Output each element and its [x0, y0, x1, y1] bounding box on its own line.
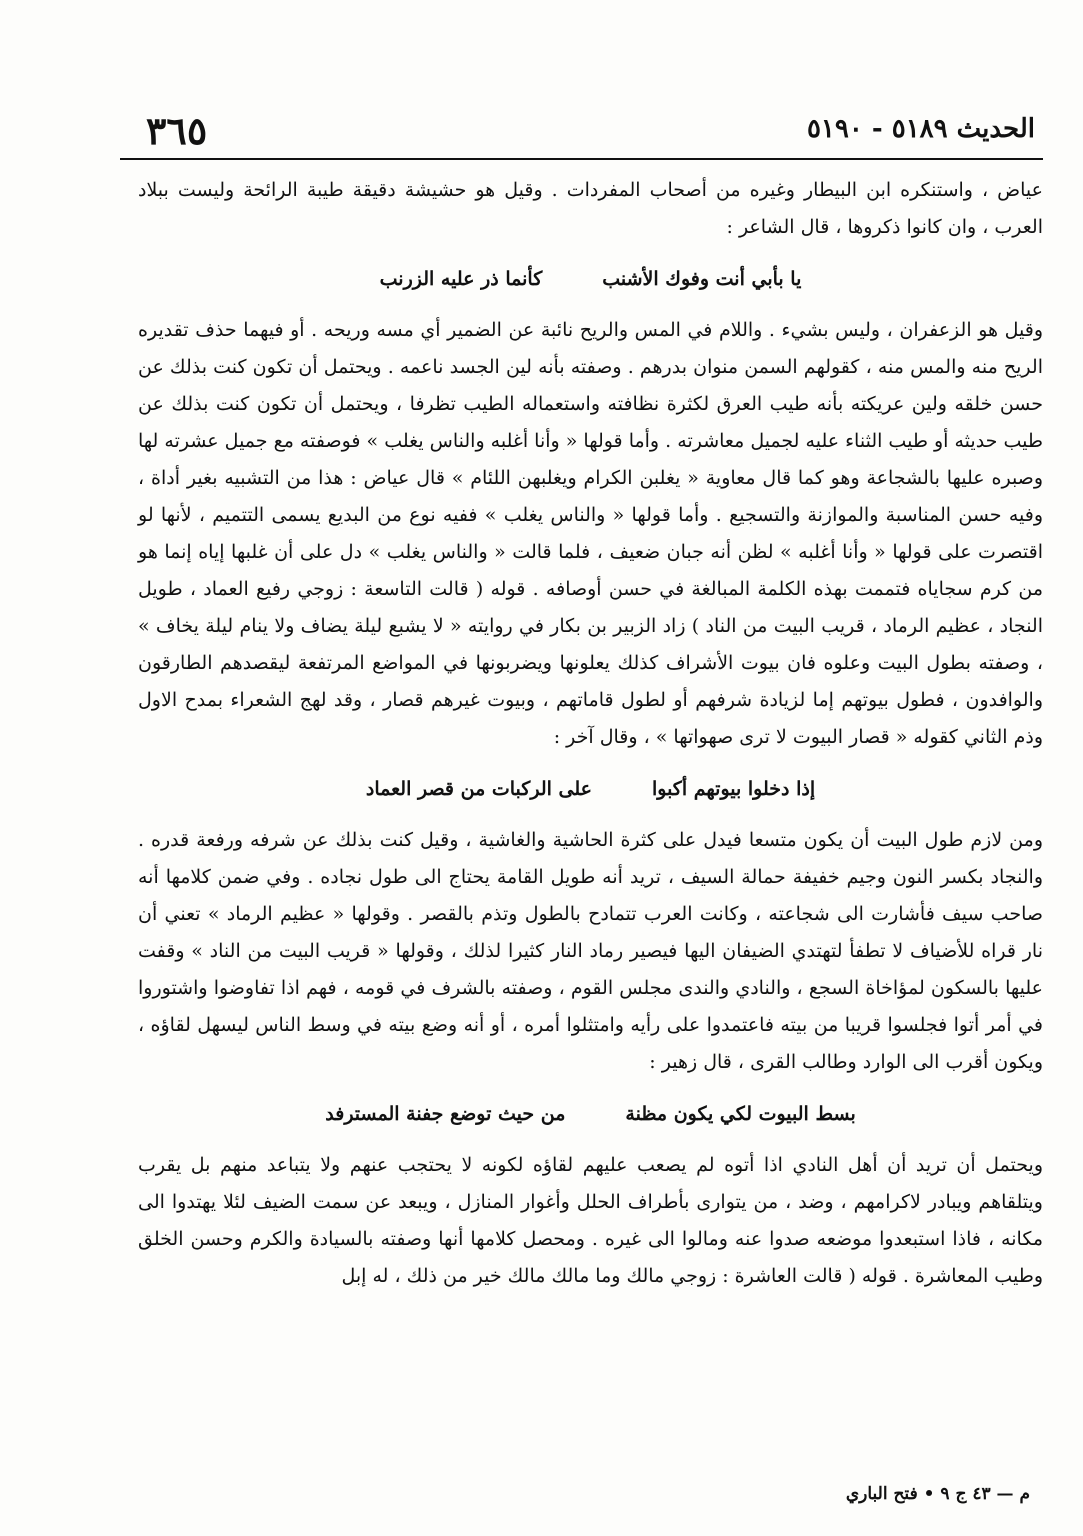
verse-3 — [138, 1081, 1043, 1147]
paragraph-4: ويحتمل أن تريد أن أهل النادي اذا أتوه لم يصعب عليهم لقاؤه لكونه لا يحتجب عنهم ولا يتباعد منهم بل يقرب ويتلقاهم ويبادر لاكرامهم ، وضد ، من يتوارى بأطراف الحلل وأغوار المنازل ، ويبعد عن سمت الضيف لئلا يهتدوا الى مكانه ، فاذا استبعدوا موضعه صدوا عنه ومالوا الى غيره . ومحصل كلامها أنها وصفته بالسيادة والكرم وحسن الخلق وطيب المعاشرة . قوله ( قالت العاشرة : زوجي مالك وما مالك مالك خير من ذلك ، له إبل — [138, 1154, 1043, 1287]
verse-1-first-hemistich: يا بأبي أنت وفوك الأشنب — [602, 268, 802, 290]
main-text — [138, 172, 1043, 1295]
verse-3-second-hemistich: من حيث توضع جفنة المسترفد — [325, 1103, 566, 1125]
verse-3-first-hemistich: بسط البيوت لكي يكون مظنة — [625, 1103, 856, 1125]
running-header — [120, 108, 1043, 164]
header-title: الحديث ٥١٨٩ - ٥١٩٠ — [806, 114, 1035, 144]
verse-2-first-hemistich: إذا دخلوا بيوتهم أكبوا — [651, 778, 816, 800]
verse-1 — [138, 246, 1043, 312]
page-number: ٣٦٥ — [146, 108, 208, 153]
footer-signature: م — ٤٣ ج ٩ • فتح الباري — [845, 1484, 1030, 1504]
paragraph-1: عياض ، واستنكره ابن البيطار وغيره من أصحاب المفردات . وقيل هو حشيشة دقيقة طيبة الرائحة وليست ببلاد العرب ، وان كانوا ذكروها ، قال الشاعر : — [138, 179, 1043, 238]
paragraph-2: وقيل هو الزعفران ، وليس بشيء . واللام في المس والريح نائبة عن الضمير أي مسه وريحه . أو فيهما حذف تقديره الريح منه والمس منه ، كقولهم السمن منوان بدرهم . وصفته بأنه لين الجسد ناعمه . ويحتمل أن تكون كنت بذلك عن حسن خلقه ولين عريكته بأنه طيب العرق لكثرة نظافته واستعماله الطيب تظرفا ، ويحتمل أن تكون كنت بذلك عن طيب حديثه أو طيب الثناء عليه لجميل معاشرته . وأما قولها « وأنا أغلبه والناس يغلب » فوصفته مع جميل عشرته لها وصبره عليها بالشجاعة وهو كما قال معاوية « يغلبن الكرام ويغلبهن اللئام » قال عياض : هذا من التشبيه بغير أداة ، وفيه حسن المناسبة والموازنة والتسجيع . وأما قولها « والناس يغلب » ففيه نوع من البديع يسمى التتميم ، لأنها لو اقتصرت على قولها « وأنا أغلبه » لظن أنه جبان ضعيف ، فلما قالت « والناس يغلب » دل على أن غلبها إياه إنما هو من كرم سجاياه فتممت بهذه الكلمة المبالغة في حسن أوصافه . قوله ( قالت التاسعة : زوجي رفيع العماد ، طويل النجاد ، عظيم الرماد ، قريب البيت من الناد ) زاد الزبير بن بكار في روايته « لا يشبع ليلة يضاف ولا ينام ليلة يخاف » ، وصفته بطول البيت وعلوه فان بيوت الأشراف كذلك يعلونها ويضربونها في المواضع المرتفعة ليقصدهم الطارقون والوافدون ، فطول بيوتهم إما لزيادة شرفهم أو لطول قاماتهم ، وبيوت غيرهم قصار ، وقد لهج الشعراء بمدح الاول وذم الثاني كقوله « قصار البيوت لا ترى صهواتها » ، وقال آخر : — [138, 319, 1043, 748]
verse-1-second-hemistich: كأنما ذر عليه الزرنب — [379, 268, 543, 290]
verse-2 — [138, 756, 1043, 822]
verse-2-second-hemistich: على الركبات من قصر العماد — [365, 778, 592, 800]
paragraph-3: ومن لازم طول البيت أن يكون متسعا فيدل على كثرة الحاشية والغاشية ، وقيل كنت بذلك عن شرفه ورفعة قدره . والنجاد بكسر النون وجيم خفيفة حمالة السيف ، تريد أنه طويل القامة يحتاج الى طول نجاده . وفي ضمن كلامها أنه صاحب سيف فأشارت الى شجاعته ، وكانت العرب تتمادح بالطول وتذم بالقصر . وقولها « عظيم الرماد » تعني أن نار قراه للأضياف لا تطفأ لتهتدي الضيفان اليها فيصير رماد النار كثيرا لذلك ، وقولها « قريب البيت من الناد » وقفت عليها بالسكون لمؤاخاة السجع ، والنادي والندى مجلس القوم ، وصفته بالشرف في قومه ، فهم اذا تفاوضوا واشتوروا في أمر أتوا فجلسوا قريبا من بيته فاعتمدوا على رأيه وامتثلوا أمره ، أو أنه وضع بيته في وسط الناس ليسهل لقاؤه ، ويكون أقرب الى الوارد وطالب القرى ، قال زهير : — [138, 829, 1043, 1073]
header-divider — [120, 158, 1043, 160]
